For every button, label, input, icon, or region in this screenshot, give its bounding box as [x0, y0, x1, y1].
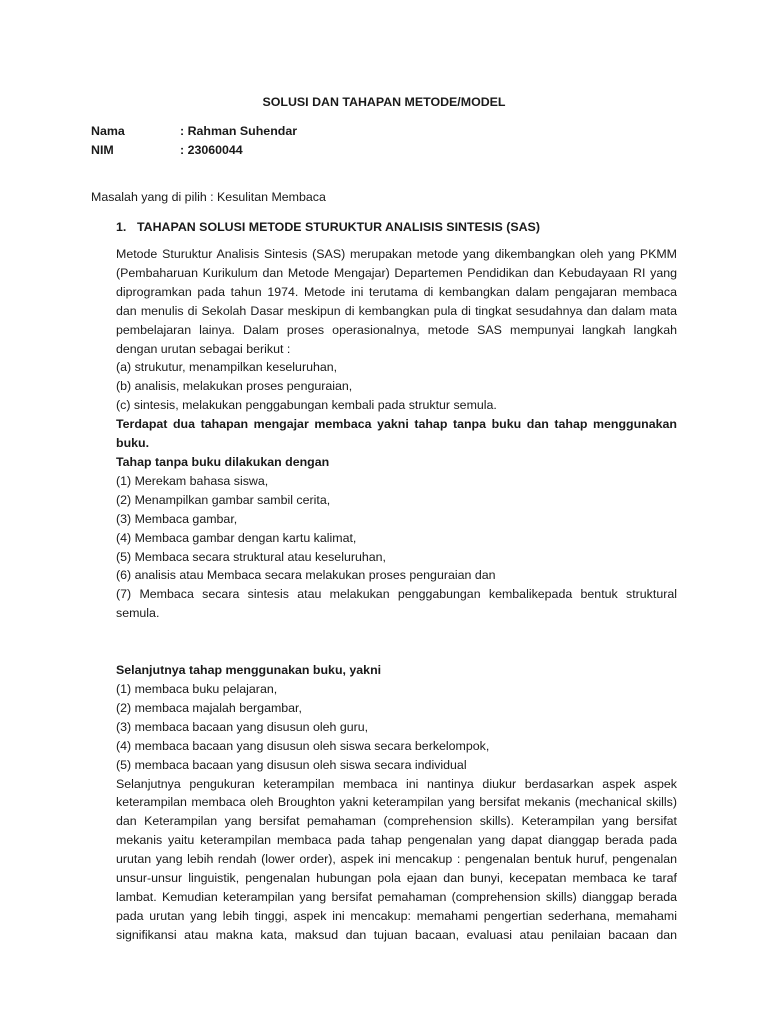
list-item: (2) membaca majalah bergambar, [116, 700, 302, 715]
bold-statement: Selanjutnya tahap menggunakan buku, yakni [116, 663, 382, 678]
document-title: SOLUSI DAN TAHAPAN METODE/MODEL [262, 95, 506, 109]
list-item: (6) analisis atau Membaca secara melakukan proses penguraian dan [116, 568, 496, 583]
paragraph-line: dengan urutan sebagai berikut : [116, 341, 291, 356]
list-item: (3) membaca bacaan yang disusun oleh guru, [116, 719, 369, 734]
list-item: (5) Membaca secara struktural atau keseluruhan, [116, 549, 386, 564]
document-body [116, 245, 677, 945]
paragraph-line: dan menulis di Sekolah Dasar meskipun di kembangkan pula di tingkat sesudahnya dan dalam mata [116, 303, 677, 318]
bold-statement: Terdapat dua tahapan mengajar membaca yakni tahap tanpa buku dan tahap menggunakan buku. [116, 417, 677, 451]
section-number: 1. [116, 220, 127, 234]
list-item: (5) membaca bacaan yang disusun oleh siswa secara individual [116, 757, 467, 772]
paragraph-line: Metode Sturuktur Analisis Sintesis (SAS) merupakan metode yang dikembangkan oleh yang PKMM [116, 247, 677, 261]
name-value: : Rahman Suhendar [180, 124, 298, 138]
paragraph-line: Selanjutnya pengukuran keterampilan membaca ini nantinya diukur berdasarkan aspek aspek [116, 776, 677, 791]
paragraph-line: dan Keterampilan yang bersifat pemahaman (comprehension skills). Keterampilan yang bersifat [116, 814, 677, 829]
list-item: (4) Membaca gambar dengan kartu kalimat, [116, 530, 357, 545]
bold-statement: Tahap tanpa buku dilakukan dengan [116, 454, 330, 469]
paragraph-line: pada urutan yang lebih tinggi, aspek ini mencakup: memahami pengertian sederhana, memahami [116, 908, 677, 923]
paragraph-line: mekanis yaitu keterampilan membaca pada tahap pengenalan yang dapat dianggap berada pada [116, 833, 677, 848]
paragraph-line: (Pembaharuan Kurikulum dan Metode Mengajar) Departemen Pendidikan dan Kebudayaan RI yang [116, 265, 677, 280]
list-item: (3) Membaca gambar, [116, 511, 238, 526]
list-item: (1) Merekam bahasa siswa, [116, 473, 269, 488]
paragraph-line: signifikansi atau makna kata, maksud dan tujuan bacaan, evaluasi atau penilaian bacaan dan [116, 927, 677, 942]
name-label: Nama [91, 124, 125, 138]
paragraph-line: keterampilan membaca oleh Broughton yakni keterampilan yang bersifat mekanis (mechanical skills) [116, 795, 677, 810]
paragraph-line: pembelajaran lainya. Dalam proses operasionalnya, metode SAS mempunyai langkah langkah [116, 322, 677, 337]
list-item: semula. [116, 606, 160, 621]
section-heading [116, 220, 540, 234]
nim-label: NIM [91, 143, 114, 157]
list-item: (7) Membaca secara sintesis atau melakukan penggabungan kembalikepada bentuk struktural [116, 587, 677, 602]
nim-value: : 23060044 [180, 143, 243, 157]
nim-row [91, 143, 243, 157]
section-heading-text: TAHAPAN SOLUSI METODE STURUKTUR ANALISIS SINTESIS (SAS) [137, 220, 540, 234]
spacer [116, 623, 677, 661]
list-item: (a) strukutur, menampilkan keseluruhan, [116, 360, 338, 375]
paragraph-line: lambat. Kemudian keterampilan yang bersifat pemahaman (comprehension skills) dianggap berada [116, 890, 677, 904]
problem-statement: Masalah yang di pilih : Kesulitan Membaca [91, 190, 326, 204]
list-item: (1) membaca buku pelajaran, [116, 682, 278, 697]
paragraph-line: unsur-unsur linguistik, pengenalan hubungan pola ejaan dan bunyi, kecepatan membaca ke taraf [116, 871, 677, 886]
list-item: (4) membaca bacaan yang disusun oleh siswa secara berkelompok, [116, 738, 490, 753]
list-item: (c) sintesis, melakukan penggabungan kembali pada struktur semula. [116, 398, 497, 413]
list-item: (2) Menampilkan gambar sambil cerita, [116, 492, 331, 507]
name-row [91, 124, 297, 138]
paragraph-line: urutan yang lebih rendah (lower order), aspek ini mencakup : pengenalan bentuk huruf, pengenalan [116, 852, 677, 867]
paragraph-line: diprogramkan pada tahun 1974. Metode ini terutama di kembangkan dalam pengajaran membaca [116, 284, 677, 299]
list-item: (b) analisis, melakukan proses penguraian, [116, 379, 353, 394]
